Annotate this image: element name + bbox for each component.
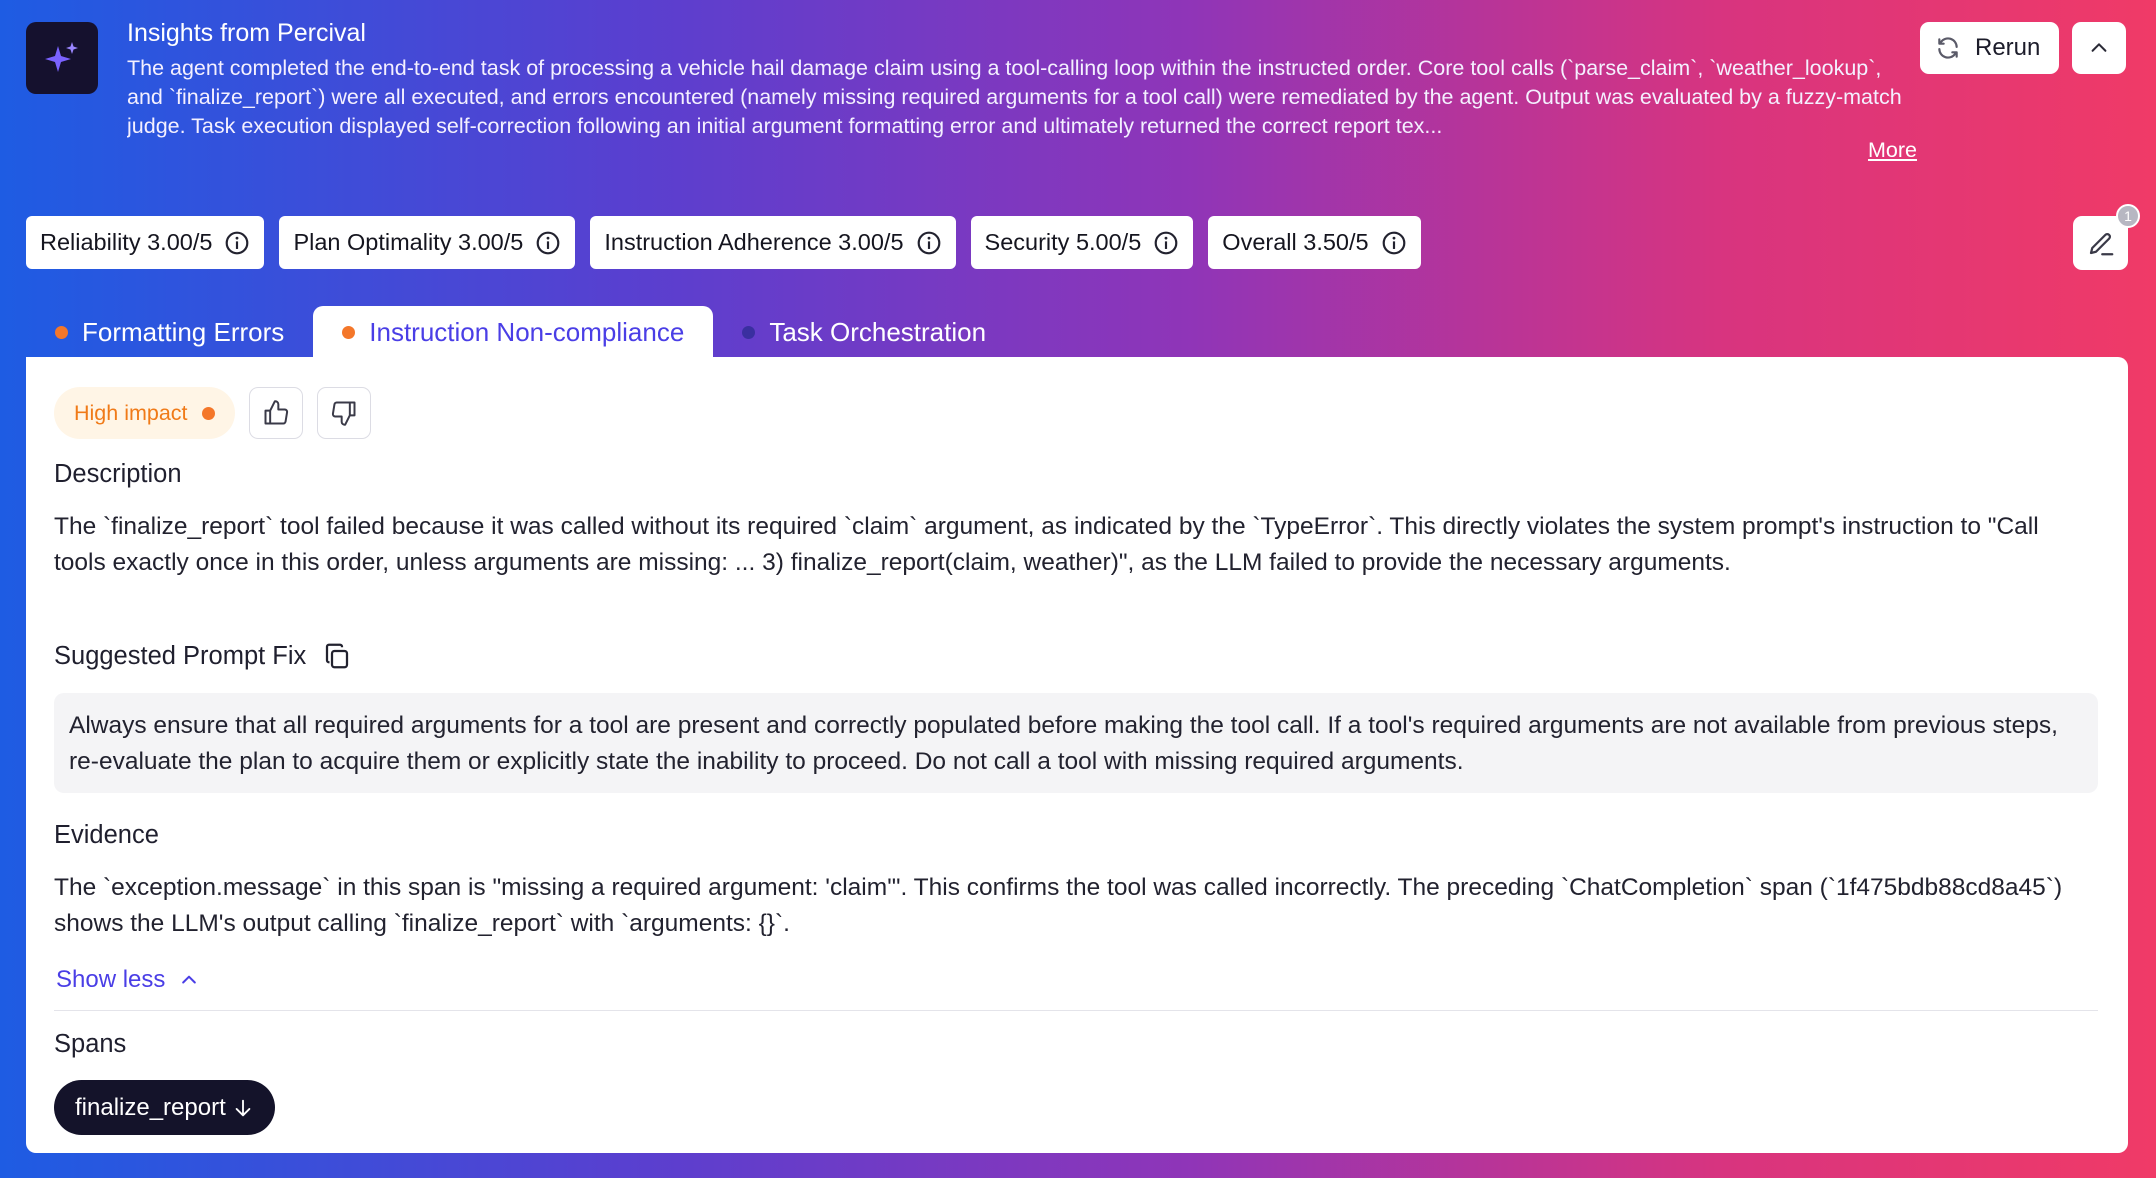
prompt-fix-heading-row xyxy=(54,641,352,671)
metric-label: Plan Optimality 3.00/5 xyxy=(293,229,524,255)
tab-label: Formatting Errors xyxy=(82,316,285,347)
metric-plan-optimality xyxy=(279,216,575,269)
refresh-icon xyxy=(1935,35,1961,61)
thumbs-up-icon xyxy=(262,399,290,427)
chevron-up-icon xyxy=(179,970,199,990)
metric-overall xyxy=(1208,216,1420,269)
tab-instruction-non-compliance[interactable] xyxy=(313,306,713,358)
prompt-fix-heading: Suggested Prompt Fix xyxy=(54,641,307,670)
insight-tabs xyxy=(26,306,1015,358)
insights-header xyxy=(26,18,2130,168)
status-dot xyxy=(55,326,68,339)
tab-label: Instruction Non-compliance xyxy=(369,316,685,347)
tab-label: Task Orchestration xyxy=(769,316,987,347)
collapse-button[interactable] xyxy=(2072,22,2126,74)
prompt-fix-box: Always ensure that all required arguments for a tool are present and correctly populated before making the tool call. If a tool's required arguments are not available from previous steps, re-evaluate the plan to acquire them or explicitly state the inability to proceed. Do not call a tool with missing required arguments. xyxy=(54,693,2098,793)
rerun-button[interactable] xyxy=(1920,22,2059,74)
rerun-label: Rerun xyxy=(1975,34,2041,61)
insights-summary: The agent completed the end-to-end task of processing a vehicle hail damage claim using a tool-calling loop within the instructed order. Core tool calls (`parse_claim`, `weather_lookup`, and `finalize_report`) were all executed, and errors encountered (namely missing required arguments for a tool call) were remediated by the agent. Output was evaluated by a fuzzy-match judge. Task execution displayed self-correction following an initial argument formatting error and ultimately returned the correct report tex... xyxy=(127,56,1902,138)
thumbs-down-button[interactable] xyxy=(317,387,371,439)
metric-security xyxy=(971,216,1194,269)
span-pill-finalize-report[interactable] xyxy=(54,1080,275,1135)
impact-badge xyxy=(54,387,235,439)
insight-panel xyxy=(26,357,2128,1153)
info-icon[interactable] xyxy=(1381,230,1407,256)
info-icon[interactable] xyxy=(916,230,942,256)
metric-label: Overall 3.50/5 xyxy=(1222,229,1369,255)
show-less-label: Show less xyxy=(56,966,166,993)
span-pill-label: finalize_report xyxy=(75,1093,226,1121)
status-dot xyxy=(742,326,755,339)
info-icon[interactable] xyxy=(1153,230,1179,256)
insights-title: Insights from Percival xyxy=(127,19,366,47)
metric-label: Reliability 3.00/5 xyxy=(40,229,213,255)
spans-heading: Spans xyxy=(54,1030,127,1058)
metric-label: Instruction Adherence 3.00/5 xyxy=(604,229,904,255)
info-icon[interactable] xyxy=(535,230,561,256)
metric-reliability xyxy=(26,216,264,269)
chevron-up-icon xyxy=(2088,37,2110,59)
copy-icon[interactable] xyxy=(322,641,352,671)
percival-logo xyxy=(26,22,98,94)
impact-label: High impact xyxy=(74,400,188,425)
show-less-button[interactable] xyxy=(56,966,199,994)
metric-label: Security 5.00/5 xyxy=(984,229,1142,255)
more-link[interactable]: More xyxy=(1868,138,1917,162)
info-icon[interactable] xyxy=(224,230,250,256)
thumbs-down-icon xyxy=(330,399,358,427)
tab-formatting-errors[interactable] xyxy=(26,306,313,358)
sparkles-icon xyxy=(42,38,82,78)
description-text: The `finalize_report` tool failed because it was called without its required `claim` argument, as indicated by the `TypeError`. This directly violates the system prompt's instruction to "Call tools exactly once in this order, unless arguments are missing: ... 3) finalize_report(claim, weather)", as the LLM failed to provide the necessary arguments. xyxy=(54,513,2039,576)
tab-task-orchestration[interactable] xyxy=(713,306,1015,358)
evidence-heading: Evidence xyxy=(54,821,159,849)
evidence-text: The `exception.message` in this span is "missing a required argument: 'claim'". This confirms the tool was called incorrectly. The preceding `ChatCompletion` span (`1f475bdb88cd8a45`) shows the LLM's output calling `finalize_report` with `arguments: {}`. xyxy=(54,874,2063,937)
notes-count-badge: 1 xyxy=(2116,204,2140,228)
pencil-icon xyxy=(2086,228,2116,258)
description-heading: Description xyxy=(54,460,182,488)
arrow-down-icon xyxy=(232,1097,254,1119)
impact-dot xyxy=(202,407,215,420)
status-dot xyxy=(342,326,355,339)
metric-scores xyxy=(26,216,1421,269)
divider xyxy=(54,1010,2098,1011)
thumbs-up-button[interactable] xyxy=(249,387,303,439)
metric-instruction-adherence xyxy=(590,216,955,269)
impact-row xyxy=(54,387,371,439)
